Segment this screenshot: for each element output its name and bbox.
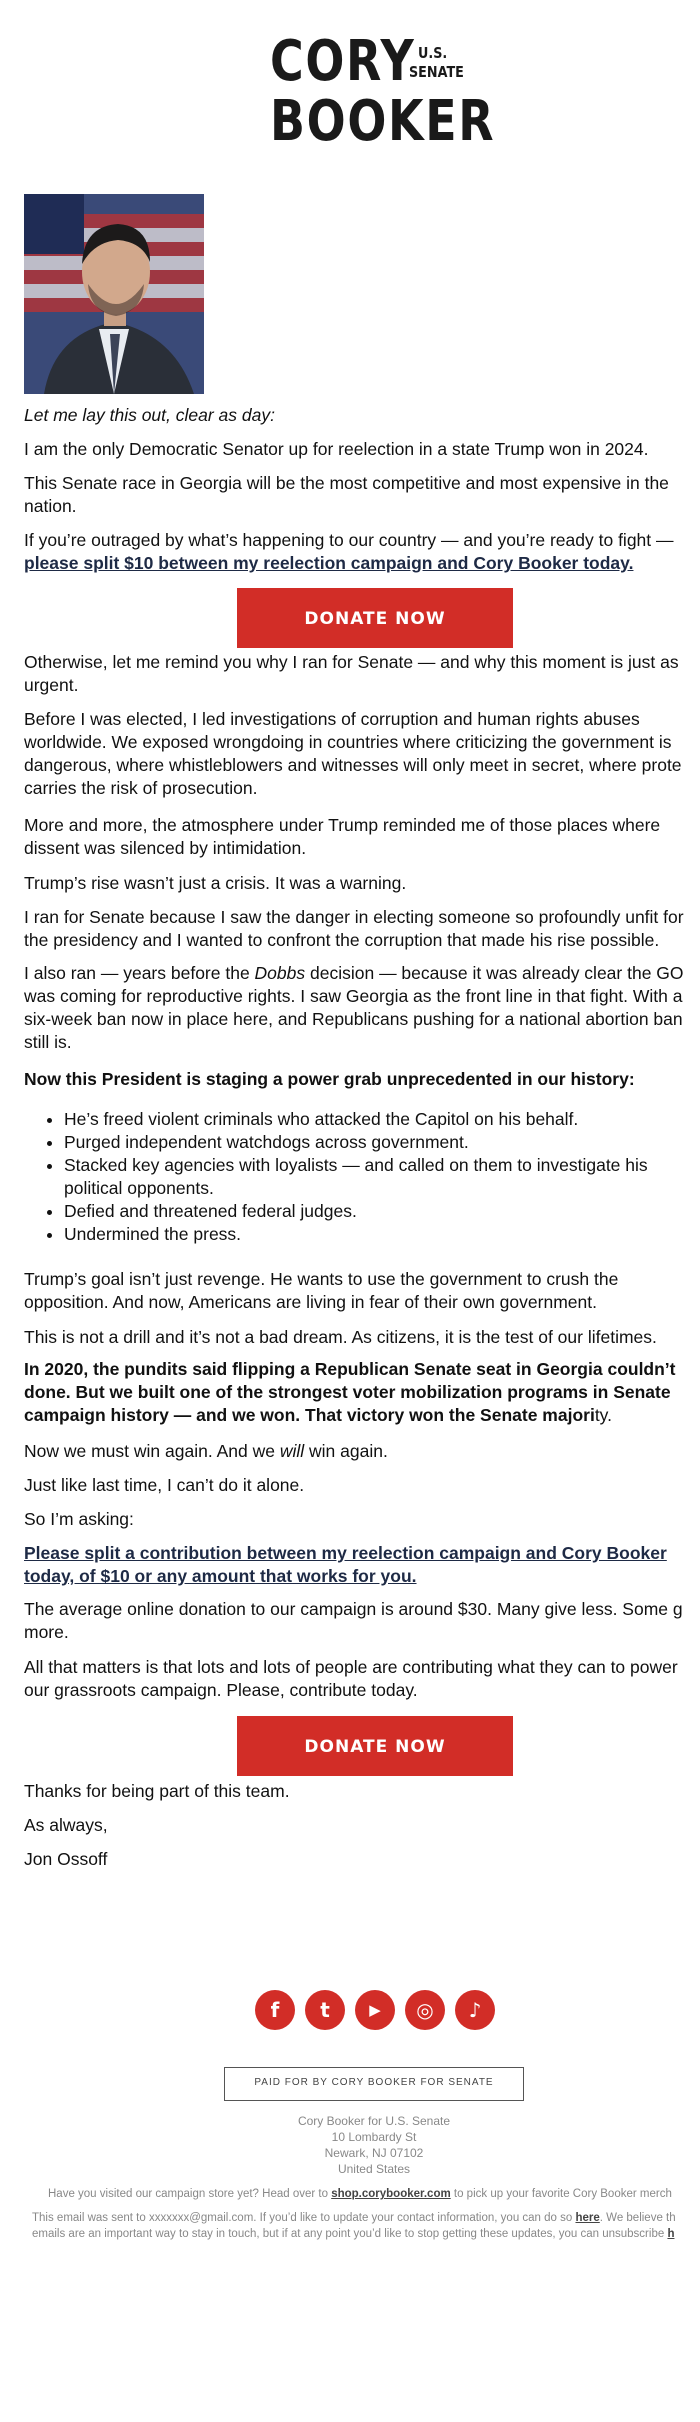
paragraph-1: I am the only Democratic Senator up for reelection in a state Trump won in 2024. [24,439,649,459]
notice-text-b: . We believe th [599,2212,676,2224]
campaign-logo [270,29,496,164]
store-text-b: to pick up your favorite Cory Booker merch [450,2188,672,2200]
instagram-icon[interactable]: ◎ [405,1990,445,2030]
intro-line: Let me lay this out, clear as day: [24,405,275,425]
notice2-text-a: emails are an important way to stay in touch, but if at any point you’d like to stop getting these updates, you can unsubscribe [32,2228,668,2240]
candidate-photo [24,194,204,394]
paragraph-8-line-2: the presidency and I wanted to confront the corruption that made his rise possible. [24,930,660,950]
paragraph-5-line-2: worldwide. We exposed wrongdoing in countries where criticizing the government is [24,732,672,752]
signature-name: Jon Ossoff [24,1849,108,1869]
paragraph-11-line-2: opposition. And now, Americans are living in fear of their own government. [24,1292,597,1312]
paragraph-10: Now this President is staging a power grab unprecedented in our history: [24,1069,635,1089]
split-donation-link[interactable]: please split $10 between my reelection campaign and Cory Booker today. [24,553,634,573]
will-italic: will [279,1441,305,1461]
paragraph-7: Trump’s rise wasn’t just a crisis. It was a warning. [24,873,407,893]
p9-text-a: I also ran — years before the [24,963,255,983]
p14-text-c: win again. [304,1441,388,1461]
facebook-icon[interactable]: f [255,1990,295,2030]
notice-text-a: This email was sent to xxxxxxx@gmail.com. If you’d like to update your contact information, you can do so [32,2212,576,2224]
paragraph-11 [24,1268,700,1314]
paragraph-16: So I’m asking: [24,1509,134,1529]
store-promo [48,2186,700,2202]
logo-last-name: BOOKER [270,89,496,154]
paragraph-21: As always, [24,1815,108,1835]
paragraph-9-line-4: still is. [24,1032,72,1052]
paragraph-18 [24,1598,700,1644]
paragraph-15: Just like last time, I can’t do it alone. [24,1475,305,1495]
paragraph-8 [24,906,700,952]
paragraph-5 [24,708,700,800]
paragraph-13-line-1: In 2020, the pundits said flipping a Republican Senate seat in Georgia couldn’t [24,1359,676,1379]
p9-text-c: decision — because it was already clear the GO [305,963,684,983]
paragraph-2-line-1: This Senate race in Georgia will be the most competitive and most expensive in the [24,473,669,493]
list-item: • Stacked key agencies with loyalists — and called on them to investigate his political opponents. [64,1154,700,1200]
paragraph-4 [24,651,700,697]
paragraph-14 [24,1440,700,1463]
paragraph-18-line-2: more. [24,1622,69,1642]
paragraph-4-line-2: urgent. [24,675,79,695]
twitter-icon[interactable]: t [305,1990,345,2030]
email-notice-line-2 [32,2226,700,2242]
paragraph-4-line-1: Otherwise, let me remind you why I ran for Senate — and why this moment is just as [24,652,679,672]
update-info-link[interactable]: here [575,2212,600,2224]
paragraph-12: This is not a drill and it’s not a bad dream. As citizens, it is the test of our lifetimes. [24,1327,657,1347]
paragraph-18-line-1: The average online donation to our campaign is around $30. Many give less. Some g [24,1599,683,1619]
paragraph-19-line-1: All that matters is that lots and lots of people are contributing what they can to power [24,1657,678,1677]
tiktok-icon[interactable]: ♪ [455,1990,495,2030]
list-item: • Defied and threatened federal judges. [64,1200,700,1223]
paragraph-3 [24,529,700,575]
list-item: • He’s freed violent criminals who attacked the Capitol on his behalf. [64,1108,700,1131]
paragraph-6-line-1: More and more, the atmosphere under Trump reminded me of those places where [24,815,661,835]
paragraph-9-line-2: was coming for reproductive rights. I saw Georgia as the front line in that fight. With a [24,986,683,1006]
p14-text-a: Now we must win again. And we [24,1441,280,1461]
paragraph-20: Thanks for being part of this team. [24,1781,290,1801]
unsubscribe-link[interactable]: h [667,2228,675,2240]
paid-for-disclaimer: PAID FOR BY CORY BOOKER FOR SENATE [224,2067,524,2101]
list-item: • Undermined the press. [64,1223,700,1246]
p13-text-b: ty. [594,1405,612,1425]
paragraph-9-line-3: six-week ban now in place here, and Republicans pushing for a national abortion ban [24,1009,683,1029]
logo-senate: SENATE [409,63,464,81]
paragraph-3-line-1: If you’re outraged by what’s happening to our country — and you’re ready to fight — [24,530,674,550]
paragraph-13-line-2: done. But we built one of the strongest voter mobilization programs in Senate [24,1382,671,1402]
paragraph-5-line-4: carries the risk of prosecution. [24,778,258,798]
logo-us: U.S. [418,44,448,62]
store-link[interactable]: shop.corybooker.com [331,2188,451,2200]
list-item: • Purged independent watchdogs across government. [64,1131,700,1154]
paragraph-17 [24,1542,700,1588]
contribution-link-line-2[interactable]: today, of $10 or any amount that works for you. [24,1566,417,1586]
donate-now-button[interactable]: DONATE NOW [237,588,513,648]
dobbs-italic: Dobbs [254,963,306,983]
paragraph-11-line-1: Trump’s goal isn’t just revenge. He wants to use the government to crush the [24,1269,619,1289]
footer-street: 10 Lombardy St [331,2130,417,2144]
paragraph-2-line-2: nation. [24,496,77,516]
paragraph-19-line-2: our grassroots campaign. Please, contribute today. [24,1680,418,1700]
paragraph-6-line-2: dissent was silenced by intimidation. [24,838,307,858]
p13-text-a: campaign history — and we won. That victory won the Senate majori [24,1405,595,1425]
footer-country: United States [337,2162,411,2176]
youtube-icon[interactable]: ▶ [355,1990,395,2030]
paragraph-19 [24,1656,700,1702]
contribution-link-line-1[interactable]: Please split a contribution between my reelection campaign and Cory Booker [24,1543,667,1563]
paragraph-13 [24,1358,700,1427]
email-notice-line-1 [32,2210,700,2226]
paragraph-9-line-1 [24,962,700,985]
paragraph-6 [24,814,700,860]
logo-first-name: CORY [270,29,416,94]
donate-now-button-bottom[interactable]: DONATE NOW [237,1716,513,1776]
paragraph-8-line-1: I ran for Senate because I saw the danger in electing someone so profoundly unfit for [24,907,684,927]
paragraph-13-line-3 [24,1404,700,1427]
paragraph-2 [24,472,700,518]
paragraph-9 [24,962,700,1054]
footer-city: Newark, NJ 07102 [324,2146,424,2160]
footer-org: Cory Booker for U.S. Senate [297,2114,451,2128]
paragraph-5-line-1: Before I was elected, I led investigations of corruption and human rights abuses [24,709,640,729]
paragraph-5-line-3: dangerous, where whistleblowers and witnesses will only meet in secret, where prote [24,755,682,775]
store-text-a: Have you visited our campaign store yet? Head over to [48,2188,332,2200]
grievance-list [24,1108,700,1246]
social-links [255,1990,495,2032]
